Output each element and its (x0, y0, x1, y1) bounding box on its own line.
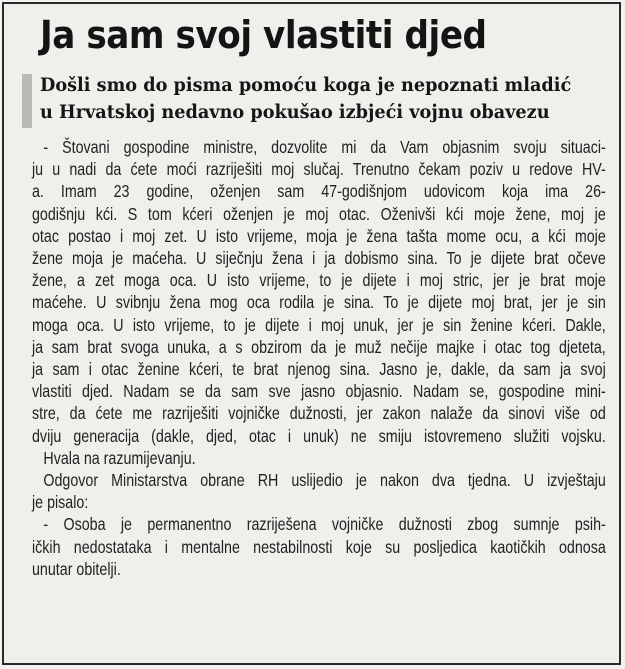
body-line: otac postao i moj zet. U isto vrijeme, moja je žena tašta mome ocu, a kći moje (32, 225, 606, 246)
subheadline (40, 72, 598, 126)
subheadline-line: u Hrvatskoj nedavno pokušao izbjeći vojnu obavezu (40, 101, 550, 123)
body-line: je pisalo: (32, 492, 89, 513)
body-line: moga oca. U isto vrijeme, to je dijete i moj unuk, jer je sin ženine kćeri. Dakle, (32, 314, 606, 335)
body-line: ja sam i otac ženine kćeri, te brat njenog sina. Jasno je, dakle, da sam ja svoj (32, 359, 606, 380)
body-line: unutar obitelji. (32, 558, 121, 579)
body-line: vlastiti djed. Nadam se da sam sve jasno objasnio. Nadam se, gospodine mini- (32, 381, 606, 402)
body-line: Odgovor Ministarstva obrane RH uslijedio je nakon dva tjedna. U izvještaju (43, 470, 606, 491)
body-line: stre, da ćete me razriješiti vojničke dužnosti, jer zakon nalaže da sinovi više od (32, 403, 606, 424)
body-line: ičkih nedostataka i mentalne nestabilnosti koje su posljedica kaotičkih odnosa (32, 536, 606, 557)
body-line: žene, a zet moga oca. U isto vrijeme, to je dijete i moj stric, jer je brat moje (32, 270, 606, 291)
body-line: ju u nadi da ćete moći razriješiti moj slučaj. Trenutno čekam poziv u redove HV- (32, 159, 606, 180)
subheadline-line: Došli smo do pisma pomoću koga je nepoznati mladić (40, 74, 572, 96)
body-line: ja sam brat svoga unuka, a s obzirom da je muž nečije majke i otac tog djeteta, (32, 336, 606, 357)
body-line: Hvala na razumijevanju. (43, 447, 196, 468)
body-line: godišnju kći. S tom kćeri oženjen je moj otac. Oženivši kći moje žene, moj je (32, 203, 606, 224)
newspaper-clipping (2, 2, 621, 665)
body-line: žene moja je maćeha. U siječnju žena i ja dobismo sina. To je dijete brat očeve (32, 248, 606, 269)
body-line: - Osoba je permanentno razriješena vojničke dužnosti zbog sumnje psih- (43, 514, 606, 535)
headline: Ja sam svoj vlastiti djed (40, 13, 487, 57)
body-line: maćehe. U svibnju žena mog oca rodila je sina. To je dijete moj brat, jer je sin (32, 292, 606, 313)
body-line: a. Imam 23 godine, oženjen sam 47-godišnjom udovicom koja ima 26- (32, 181, 606, 202)
article-body (32, 136, 606, 580)
body-line: - Štovani gospodine ministre, dozvolite mi da Vam objasnim svoju situaci- (43, 137, 606, 157)
subheadline-accent-bar (22, 74, 32, 128)
body-line: dviju generacija (dakle, djed, otac i unuk) ne smiju istovremeno služiti vojsku. (32, 425, 606, 446)
